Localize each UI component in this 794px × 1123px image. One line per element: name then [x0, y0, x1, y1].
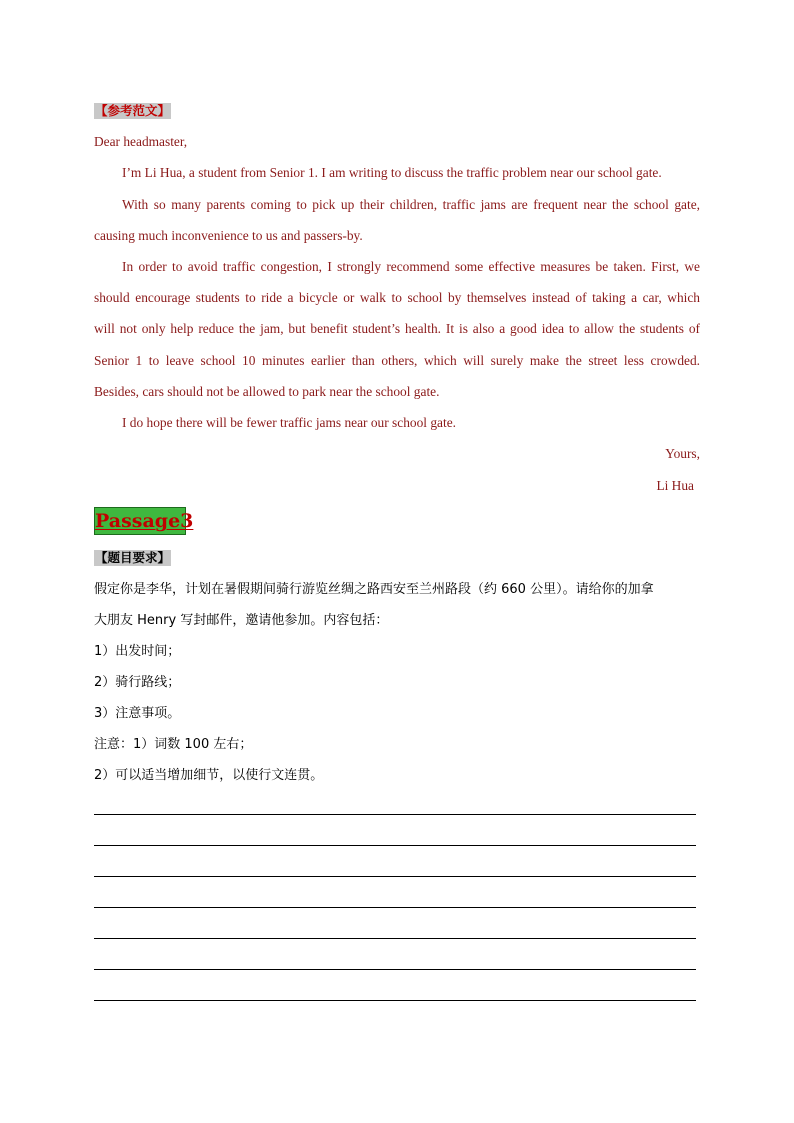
writing-line	[94, 1000, 696, 1001]
letter-signature: Li Hua	[656, 478, 694, 493]
letter-paragraph-1: I’m Li Hua, a student from Senior 1. I am writing to discuss the traffic problem near our school gate.	[122, 165, 662, 180]
letter-paragraph-4: I do hope there will be fewer traffic jams near our school gate.	[122, 415, 457, 430]
letter-paragraph-2-line-2: causing much inconvenience to us and passers-by.	[94, 228, 363, 243]
task-item-2: 2）骑行路线；	[94, 675, 181, 690]
task-requirements-tag: 【题目要求】	[95, 550, 171, 565]
task-description-line-1: 假定你是李华，计划在暑假期间骑行游览丝绸之路西安至兰州路段（约 660 公里）。请给你的加拿	[94, 582, 654, 597]
task-note-2: 2）可以适当增加细节，以使行文连贯。	[94, 768, 324, 783]
sample-essay-tag: 【参考范文】	[95, 103, 171, 118]
letter-greeting: Dear headmaster,	[94, 134, 188, 149]
letter-paragraph-2-line-1: With so many parents coming to pick up their children, traffic jams are frequent near the school gate,	[122, 197, 700, 212]
task-item-1: 1）出发时间；	[94, 644, 181, 659]
letter-paragraph-3-line-2: should encourage students to ride a bicycle or walk to school by themselves instead of taking a car, which	[94, 290, 700, 305]
task-note-1: 注意：1）词数 100 左右；	[94, 737, 253, 752]
letter-paragraph-3-line-5: Besides, cars should not be allowed to park near the school gate.	[94, 384, 440, 399]
writing-line	[94, 907, 696, 908]
writing-line	[94, 845, 696, 846]
task-item-3: 3）注意事项。	[94, 706, 181, 721]
letter-paragraph-3-line-4: Senior 1 to leave school 10 minutes earlier than others, which will surely make the street less crowded.	[94, 353, 700, 368]
letter-paragraph-3-line-3: will not only help reduce the jam, but benefit student’s health. It is also a good idea to allow the students of	[94, 321, 700, 336]
letter-paragraph-3-line-1: In order to avoid traffic congestion, I strongly recommend some effective measures be taken. First, we	[122, 259, 700, 274]
writing-line	[94, 876, 696, 877]
writing-line	[94, 969, 696, 970]
writing-line	[94, 814, 696, 815]
letter-closing: Yours,	[665, 446, 700, 461]
task-description-line-2: 大朋友 Henry 写封邮件，邀请他参加。内容包括：	[94, 613, 389, 628]
passage-title-badge: Passage3	[94, 507, 186, 535]
writing-line	[94, 938, 696, 939]
